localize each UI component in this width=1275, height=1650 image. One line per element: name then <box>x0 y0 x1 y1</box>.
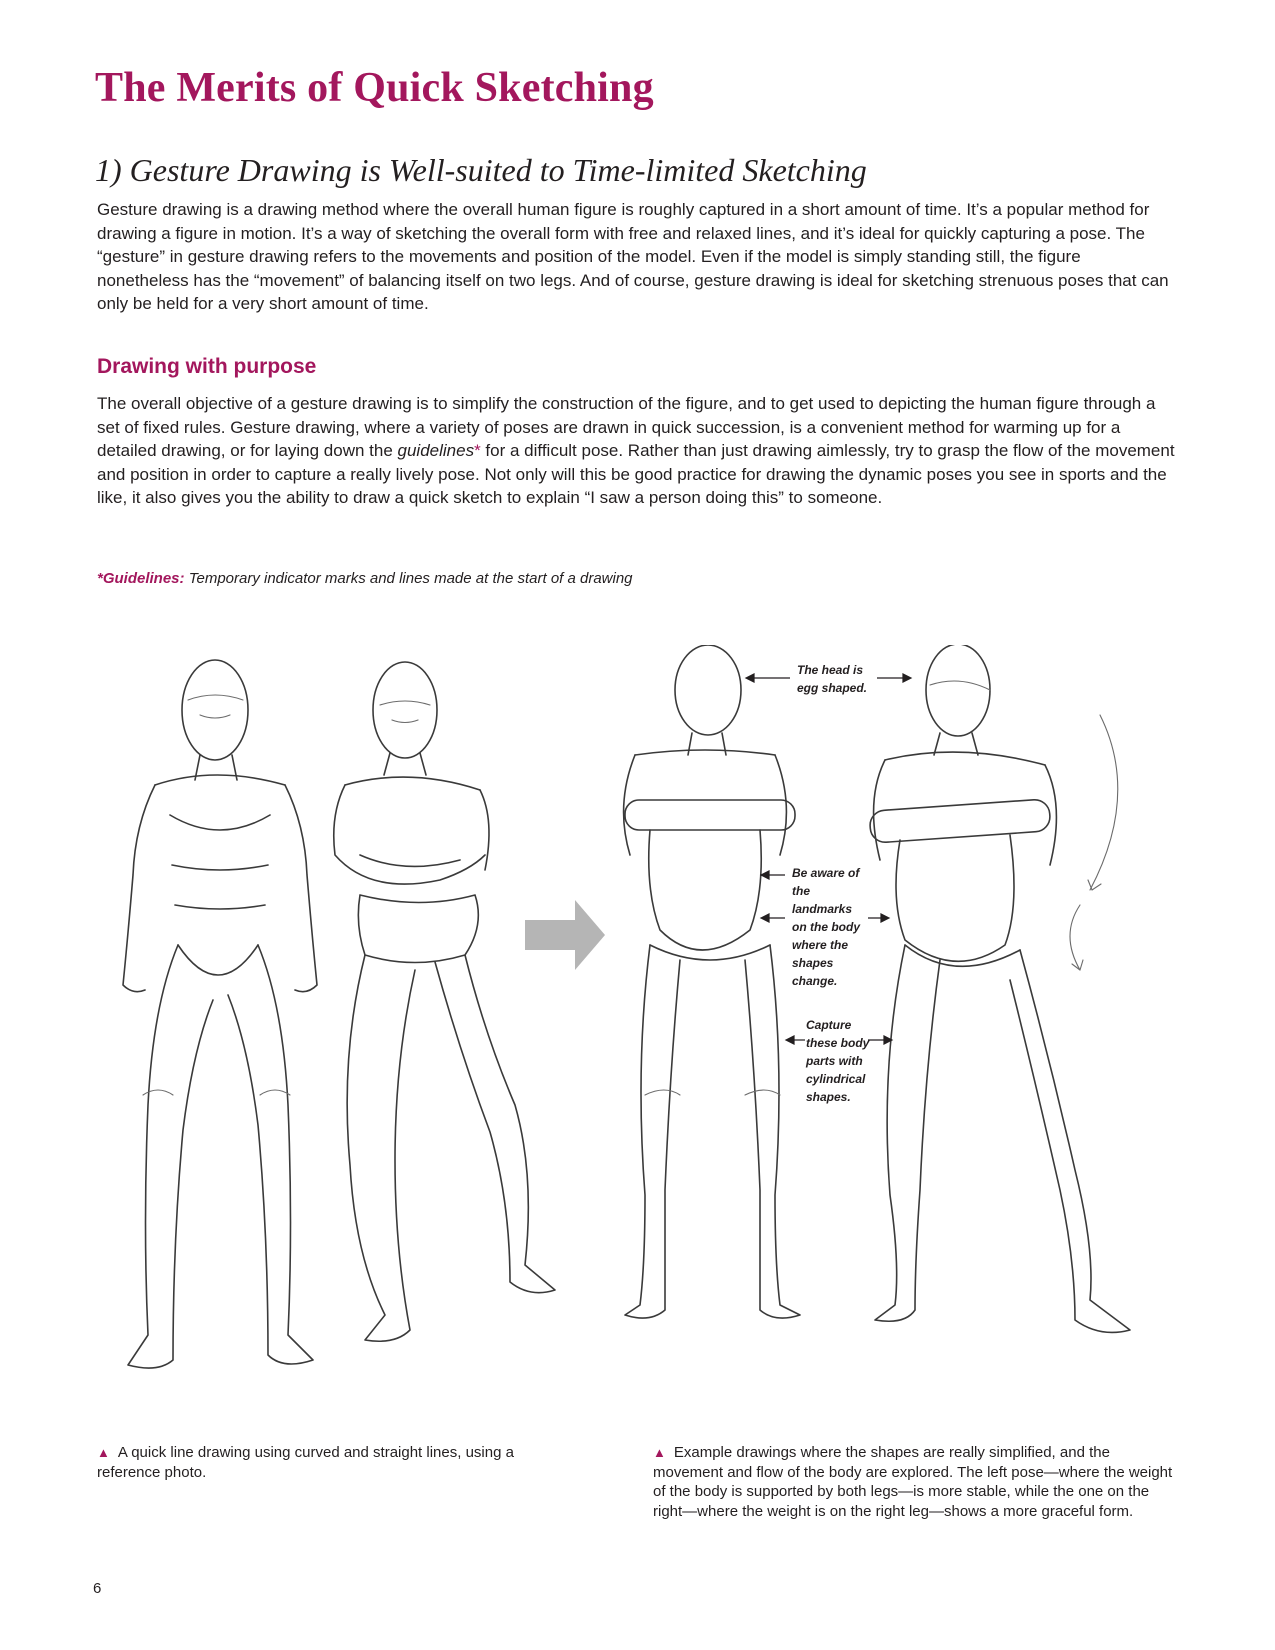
purpose-text-after: for a difficult pose. Rather than just drawing aimlessly, try to grasp the flow of the movement and position in order to capture a really lively pose. Not only will this be good practice for drawing the dynamic poses you see in sports and the like, it also gives you the ability to draw a quick sketch to explain “I saw a person doing this” to someone. <box>97 441 1175 508</box>
sketch-figure-simplified-leaning <box>869 645 1130 1332</box>
footnote-term: *Guidelines: <box>97 570 185 587</box>
triangle-marker-icon: ▲ <box>653 1445 666 1460</box>
footnote-definition: Temporary indicator marks and lines made at the start of a drawing <box>188 570 633 587</box>
annotation-landmarks: Be aware of the landmarks on the body where the shapes change. <box>792 866 860 988</box>
guidelines-term: guidelines <box>397 441 475 461</box>
progression-arrow <box>525 900 605 970</box>
caption-left <box>97 1443 517 1482</box>
annotation-head: The head is egg shaped. <box>797 663 868 695</box>
page-title: The Merits of Quick Sketching <box>95 65 654 111</box>
caption-right-text: Example drawings where the shapes are really simplified, and the movement and flow of the body are explored. The left pose—where the weight of the body is supported by both legs—is more stable, while the one on the right—where the weight is on the right leg—shows a more graceful form. <box>653 1444 1173 1520</box>
footnote <box>97 570 633 587</box>
intro-paragraph: Gesture drawing is a drawing method where the overall human figure is roughly captured in a short amount of time. It’s a popular method for drawing a figure in motion. It’s a way of sketching the overall form with free and relaxed lines, and it’s ideal for quickly capturing a pose. The “gesture” in gesture drawing refers to the movements and position of the model. Even if the model is simply standing still, the figure nonetheless has the “movement” of balancing itself on two legs. And of course, gesture drawing is ideal for sketching strenuous poses that can only be held for a very short amount of time. <box>97 200 1169 314</box>
section-heading: 1) Gesture Drawing is Well-suited to Time-limited Sketching <box>95 152 867 188</box>
caption-right <box>653 1443 1173 1521</box>
purpose-paragraph <box>97 392 1177 510</box>
purpose-text-before: The overall objective of a gesture drawing is to simplify the construction of the figure, and to get used to depicting the human figure through a set of fixed rules. Gesture drawing, where a variety of poses are drawn in quick succession, is a convenient method for warming up for a detailed drawing, or for laying down the <box>97 394 1156 461</box>
figure-sketch-illustration <box>60 645 1225 1415</box>
sketch-figure-frontal <box>123 660 317 1368</box>
annotation-cylinders: Capture these body parts with cylindrical shapes. <box>806 1018 870 1104</box>
caption-left-text: A quick line drawing using curved and straight lines, using a reference photo. <box>97 1444 514 1481</box>
subheading: Drawing with purpose <box>97 355 317 378</box>
page-number: 6 <box>93 1580 102 1597</box>
sketch-figure-crossed-arms <box>334 662 555 1341</box>
triangle-marker-icon: ▲ <box>97 1445 110 1460</box>
footnote-marker: * <box>474 441 481 461</box>
sketch-figure-simplified-frontal <box>624 645 800 1318</box>
